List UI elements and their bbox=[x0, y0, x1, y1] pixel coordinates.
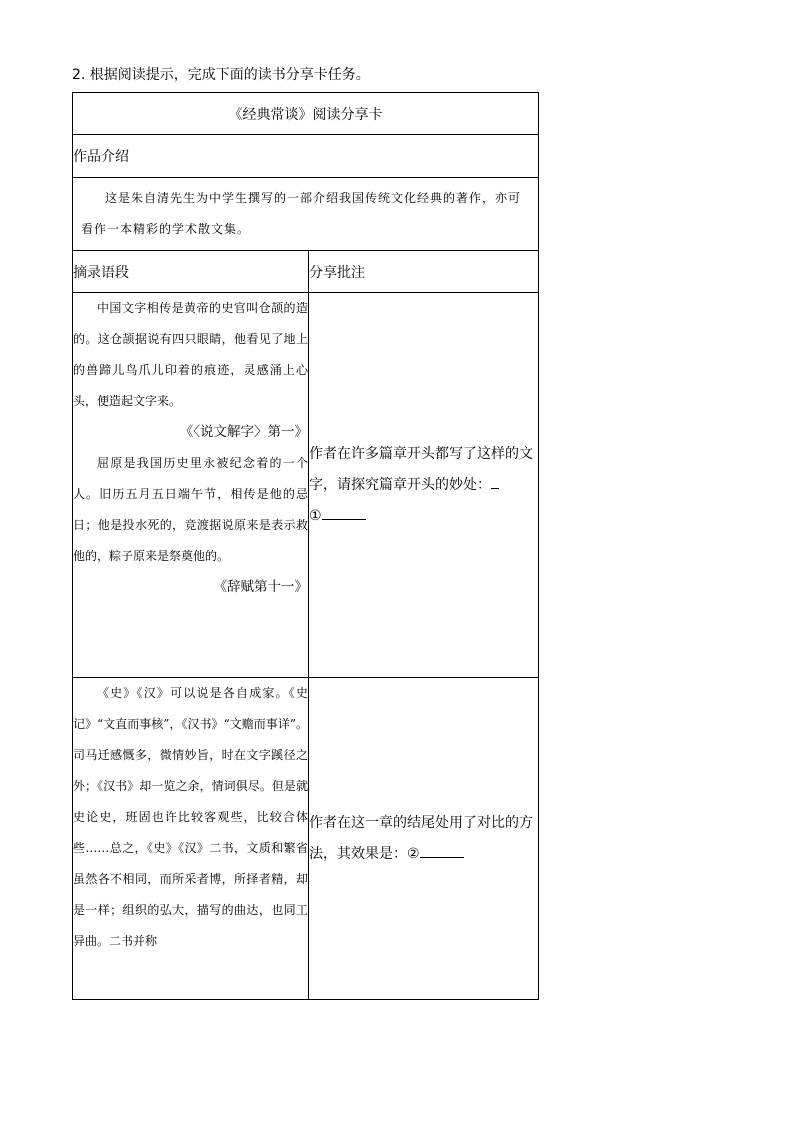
col-header-excerpt: 摘录语段 bbox=[73, 251, 309, 293]
intro-cell bbox=[73, 178, 539, 251]
card-title-row bbox=[73, 93, 539, 135]
answer-blank-2[interactable] bbox=[420, 839, 464, 858]
excerpt1-source1: 《〈说文解字〉第一》 bbox=[179, 424, 308, 440]
intro-heading: 作品介绍 bbox=[73, 135, 539, 178]
note1-blank-label: ① bbox=[309, 507, 322, 524]
excerpt-row-1 bbox=[73, 293, 539, 678]
intro-text bbox=[73, 183, 538, 245]
card-title: 《经典常谈》阅读分享卡 bbox=[73, 93, 539, 135]
excerpt-cell-1 bbox=[73, 293, 309, 678]
intro-text-content: 这是朱自清先生为中学生撰写的一部介绍我国传统文化经典的著作，亦可看作一本精彩的学术散文集。 bbox=[81, 191, 522, 236]
reading-share-card bbox=[72, 92, 539, 1000]
intro-row bbox=[73, 178, 539, 251]
question-prompt: 2. 根据阅读提示，完成下面的读书分享卡任务。 bbox=[72, 67, 370, 83]
excerpt-cell-2 bbox=[73, 678, 309, 1000]
excerpt2-text: 《史》《汉》可以说是各自成家。《史记》“文直而事核”，《汉书》“文赡而事详”。司马迁感慨多，微情妙旨，时在文字蹊径之外；《汉书》却一览之余，情词俱尽。但是就史论史，班固也许比较客观些，比较合体些……总之，《史》《汉》二书，文质和繁省虽然各不相同，而所采者博，所择者精，却是一样；组织的弘大，描写的曲达，也同工异曲。二书并称 bbox=[73, 686, 308, 948]
note2-text: 作者在这一章的结尾处用了对比的方法，其效果是：② bbox=[309, 814, 533, 862]
note-cell-2 bbox=[309, 678, 539, 1000]
excerpt1-para2: 屈原是我国历史里永被纪念着的一个人。旧历五月五日端午节，相传是他的忌日；他是投水死的，竞渡据说原来是表示救他的，粽子原来是祭奠他的。 bbox=[73, 456, 308, 563]
note1-text: 作者在许多篇章开头都写了这样的文字，请探究篇章开头的妙处： bbox=[309, 445, 533, 493]
note-cell-1 bbox=[309, 293, 539, 678]
answer-blank-1a[interactable] bbox=[491, 470, 499, 489]
excerpt-row-2 bbox=[73, 678, 539, 1000]
excerpt1-source2: 《辞赋第十一》 bbox=[213, 579, 308, 595]
column-header-row bbox=[73, 251, 539, 293]
excerpt1-para1: 中国文字相传是黄帝的史官叫仓颉的造的。这仓颉据说有四只眼睛，他看见了地上的兽蹄儿鸟爪儿印着的痕迹，灵感涌上心头，便造起文字来。 bbox=[73, 301, 308, 408]
col-header-note: 分享批注 bbox=[309, 251, 539, 293]
intro-heading-row bbox=[73, 135, 539, 178]
answer-blank-1[interactable] bbox=[322, 501, 366, 520]
